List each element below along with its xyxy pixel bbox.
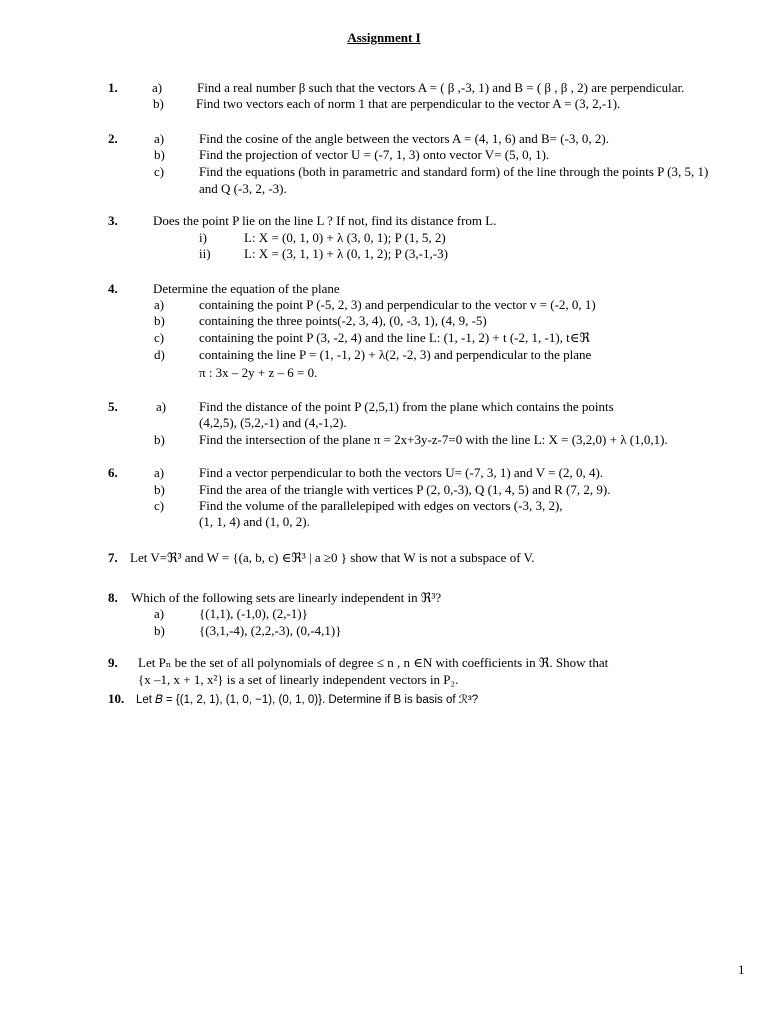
- part-text-b: containing the three points(-2, 3, 4), (0, -3, 1), (4, 9, -5): [199, 313, 487, 328]
- part-text-a: {(1,1), (-1,0), (2,-1)}: [199, 606, 308, 621]
- part-label-a: a): [154, 131, 165, 146]
- part-text-b: Find two vectors each of norm 1 that are perpendicular to the vector A = (3, 2,-1).: [196, 96, 621, 111]
- part-text-b: {(3,1,-4), (2,2,-3), (0,-4,1)}: [199, 623, 342, 638]
- part-text-d-continued: π : 3x – 2y + z – 6 = 0.: [199, 365, 318, 380]
- part-label-b: b): [154, 623, 165, 638]
- question-text: Let 𝐵 = {(1, 2, 1), (1, 0, −1), (0, 1, 0)}. Determine if B is basis of ℛ³?: [136, 694, 479, 706]
- part-label-i: i): [199, 230, 207, 245]
- page-number: 1: [738, 962, 745, 977]
- question-intro: Does the point P lie on the line L ? If not, find its distance from L.: [153, 213, 497, 228]
- question-number: 8.: [108, 590, 118, 605]
- part-text-c: Find the equations (both in parametric and standard form) of the line through the points P (3, 5, 1): [199, 164, 709, 179]
- part-label-a: a): [154, 465, 165, 480]
- part-label-b: b): [154, 482, 165, 497]
- part-label-c: c): [154, 164, 165, 179]
- part-text-a: Find a real number β such that the vectors A = ( β ,-3, 1) and B = ( β , β , 2) are perpendicular.: [197, 80, 685, 95]
- part-text-c-continued: and Q (-3, 2, -3).: [199, 181, 287, 196]
- part-text-c: Find the volume of the parallelepiped with edges on vectors (-3, 3, 2),: [199, 498, 563, 513]
- part-text-a: Find the distance of the point P (2,5,1) from the plane which contains the points: [199, 399, 614, 414]
- question-number: 9.: [108, 655, 118, 670]
- part-text-i: L: X = (0, 1, 0) + λ (3, 0, 1); P (1, 5, 2): [244, 230, 446, 245]
- question-number: 4.: [108, 281, 118, 296]
- part-label-a: a): [154, 606, 165, 621]
- question-text-continued: {x –1, x + 1, x²} is a set of linearly independent vectors in P₂.: [138, 672, 459, 687]
- part-label-ii: ii): [199, 246, 211, 261]
- question-number: 6.: [108, 465, 118, 480]
- part-text-c-continued: (1, 1, 4) and (1, 0, 2).: [199, 514, 310, 529]
- question-intro: Determine the equation of the plane: [153, 281, 340, 296]
- page-title: Assignment I: [347, 30, 421, 45]
- part-text-a-continued: (4,2,5), (5,2,-1) and (4,-1,2).: [199, 415, 347, 430]
- part-text-ii: L: X = (3, 1, 1) + λ (0, 1, 2); P (3,-1,-3): [244, 246, 448, 261]
- part-text-b: Find the area of the triangle with vertices P (2, 0,-3), Q (1, 4, 5) and R (7, 2, 9).: [199, 482, 611, 497]
- part-text-a: containing the point P (-5, 2, 3) and perpendicular to the vector v = (-2, 0, 1): [199, 297, 596, 312]
- question-number: 3.: [108, 213, 118, 228]
- part-label-a: a): [152, 80, 163, 95]
- part-label-c: c): [154, 498, 165, 513]
- part-text-a: Find the cosine of the angle between the vectors A = (4, 1, 6) and B= (-3, 0, 2).: [199, 131, 609, 146]
- question-text: Let Pₙ be the set of all polynomials of degree ≤ n , n ∈N with coefficients in ℜ. Show that: [138, 655, 609, 670]
- question-number: 10.: [108, 691, 125, 706]
- part-text-a: Find a vector perpendicular to both the vectors U= (-7, 3, 1) and V = (2, 0, 4).: [199, 465, 604, 480]
- part-text-d: containing the line P = (1, -1, 2) + λ(2, -2, 3) and perpendicular to the plane: [199, 347, 592, 362]
- question-intro: Which of the following sets are linearly independent in ℜ³?: [131, 590, 442, 605]
- part-text-c: containing the point P (3, -2, 4) and the line L: (1, -1, 2) + t (-2, 1, -1), t∈ℜ: [199, 330, 590, 345]
- part-label-d: d): [154, 347, 165, 362]
- part-label-b: b): [154, 432, 165, 447]
- part-label-b: b): [154, 147, 165, 162]
- part-label-b: b): [154, 313, 165, 328]
- part-label-a: a): [154, 297, 165, 312]
- part-label-c: c): [154, 330, 165, 345]
- question-text: Let V=ℜ³ and W = {(a, b, c) ∈ℜ³ | a ≥0 } show that W is not a subspace of V.: [130, 550, 535, 565]
- part-text-b: Find the intersection of the plane π = 2x+3y-z-7=0 with the line L: X = (3,2,0) + λ (1,0,1).: [199, 432, 668, 447]
- part-label-b: b): [153, 96, 164, 111]
- part-label-a: a): [156, 399, 167, 414]
- question-number: 2.: [108, 131, 118, 146]
- question-number: 1.: [108, 80, 118, 95]
- question-number: 5.: [108, 399, 118, 414]
- question-number: 7.: [108, 550, 118, 565]
- part-text-b: Find the projection of vector U = (-7, 1, 3) onto vector V= (5, 0, 1).: [199, 147, 550, 162]
